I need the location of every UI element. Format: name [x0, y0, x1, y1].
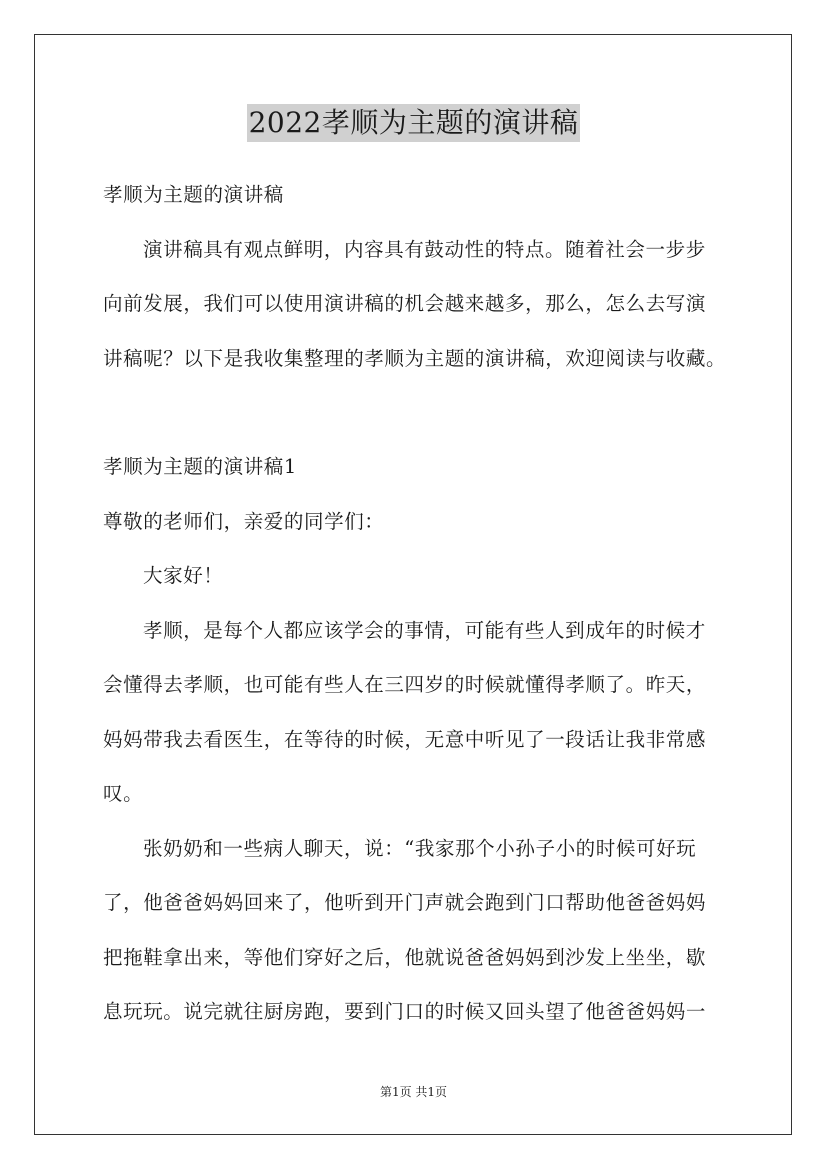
paragraph-line: 叹。	[103, 782, 144, 805]
blank-line	[103, 386, 733, 440]
intro-line: 讲稿呢？以下是我收集整理的孝顺为主题的演讲稿，欢迎阅读与收藏。	[103, 346, 727, 370]
document-body	[103, 168, 733, 1040]
section-heading: 孝顺为主题的演讲稿1	[103, 455, 297, 478]
subtitle: 孝顺为主题的演讲稿	[103, 183, 284, 206]
paragraph-line: 了，他爸爸妈妈回来了，他听到开门声就会跑到门口帮助他爸爸妈妈	[103, 891, 707, 914]
salutation: 尊敬的老师们，亲爱的同学们：	[103, 509, 385, 533]
intro-line: 演讲稿具有观点鲜明，内容具有鼓动性的特点。随着社会一步步	[143, 237, 706, 261]
paragraph-line: 息玩玩。说完就往厨房跑，要到门口的时候又回头望了他爸爸妈妈一	[103, 1000, 707, 1023]
page-number: 第1页 共1页	[379, 1085, 448, 1099]
paragraph-line: 妈妈带我去看医生，在等待的时候，无意中听见了一段话让我非常感	[103, 727, 707, 751]
paragraph-line: 会懂得去孝顺，也可能有些人在三四岁的时候就懂得孝顺了。昨天，	[103, 673, 707, 696]
page-footer	[0, 1083, 827, 1100]
document-title: 2022孝顺为主题的演讲稿	[247, 104, 581, 142]
greeting: 大家好！	[143, 564, 224, 587]
intro-line: 向前发展，我们可以使用演讲稿的机会越来越多，那么，怎么去写演	[103, 292, 707, 315]
paragraph-line: 孝顺，是每个人都应该学会的事情，可能有些人到成年的时候才	[143, 618, 706, 642]
title-container	[0, 104, 827, 142]
paragraph-line: 把拖鞋拿出来，等他们穿好之后，他就说爸爸妈妈到沙发上坐坐，歇	[103, 945, 707, 969]
paragraph-line: 张奶奶和一些病人聊天，说：“我家那个小孙子小的时候可好玩	[143, 836, 697, 860]
